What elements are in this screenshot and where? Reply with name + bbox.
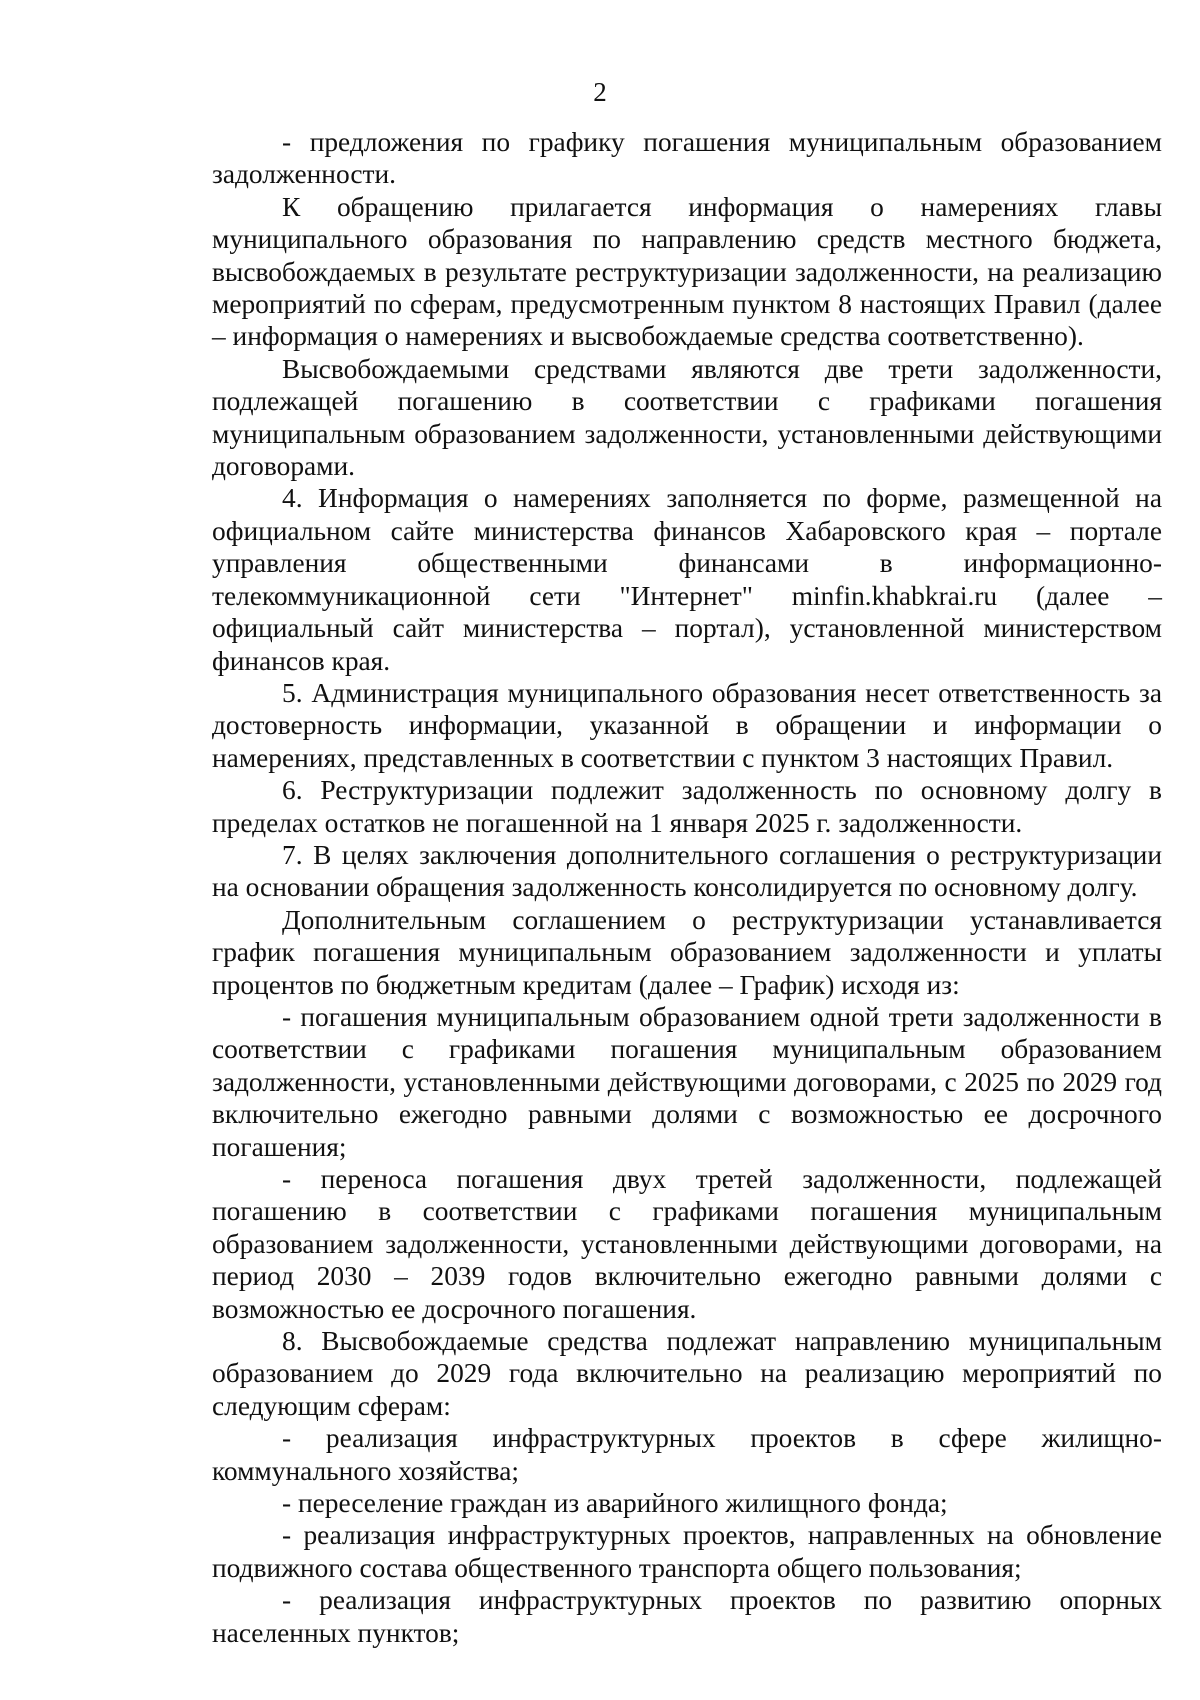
- paragraph-one-third-repayment: - погашения муниципальным образованием одной трети задолженности в соответствии с графиками погашения муниципальным образованием задолженности, установленными действующими договорами, с 2025 по 2029 год включительно ежегодно равными долями с возможностью ее досрочного погашения;: [212, 1001, 1162, 1162]
- paragraph-item-7: 7. В целях заключения дополнительного соглашения о реструктуризации на основании обращения задолженность консолидируется по основному долгу.: [212, 839, 1162, 903]
- paragraph-released-funds: Высвобождаемыми средствами являются две трети задолженности, подлежащей погашению в соответствии с графиками погашения муниципальным образованием задолженности, установленными действующими договорами.: [212, 353, 1162, 482]
- document-body: [212, 126, 1162, 1649]
- paragraph-proposals-schedule: - предложения по графику погашения муниципальным образованием задолженности.: [212, 127, 1162, 190]
- paragraph-attached-intentions: К обращению прилагается информация о намерениях главы муниципального образования по направлению средств местного бюджета, высвобождаемых в результате реструктуризации задолженности, на реализацию мероприятий по сферам, предусмотренным пунктом 8 настоящих Правил (далее – информация о намерениях и высвобождаемые средства соответственно).: [212, 191, 1162, 352]
- paragraph-schedule-established: Дополнительным соглашением о реструктуризации устанавливается график погашения муниципальным образованием задолженности и уплаты процентов по бюджетным кредитам (далее – График) исходя из:: [212, 904, 1162, 1000]
- paragraph-two-thirds-transfer: - переноса погашения двух третей задолженности, подлежащей погашению в соответствии с графиками погашения муниципальным образованием задолженности, установленными действующими договорами, на период 2030 – 2039 годов включительно ежегодно равными долями с возможностью ее досрочного погашения.: [212, 1164, 1162, 1324]
- list-item-support-settlements: - реализация инфраструктурных проектов по развитию опорных населенных пунктов;: [212, 1585, 1162, 1648]
- paragraph-item-4: 4. Информация о намерениях заполняется по форме, размещенной на официальном сайте министерства финансов Хабаровского края – портале управления общественными финансами в информационно-телекоммуникационной сети "Интернет" minfin.khabkrai.ru (далее – официальный сайт министерства – портал), установленной министерством финансов края.: [212, 483, 1162, 676]
- list-item-public-transport: - реализация инфраструктурных проектов, направленных на обновление подвижного состава общественного транспорта общего пользования;: [212, 1520, 1162, 1583]
- paragraph-item-8: 8. Высвобождаемые средства подлежат направлению муниципальным образованием до 2029 года включительно на реализацию мероприятий по следующим сферам:: [212, 1326, 1162, 1421]
- list-item-housing-utilities: - реализация инфраструктурных проектов в сфере жилищно-коммунального хозяйства;: [212, 1423, 1162, 1486]
- page-number: 2: [593, 77, 607, 107]
- list-item-resettlement: - переселение граждан из аварийного жилищного фонда;: [282, 1488, 948, 1519]
- paragraph-item-5: 5. Администрация муниципального образования несет ответственность за достоверность информации, указанной в обращении и информации о намерениях, представленных в соответствии с пунктом 3 настоящих Правил.: [212, 677, 1162, 773]
- paragraph-item-6: 6. Реструктуризации подлежит задолженность по основному долгу в пределах остатков не погашенной на 1 января 2025 г. задолженности.: [212, 775, 1162, 838]
